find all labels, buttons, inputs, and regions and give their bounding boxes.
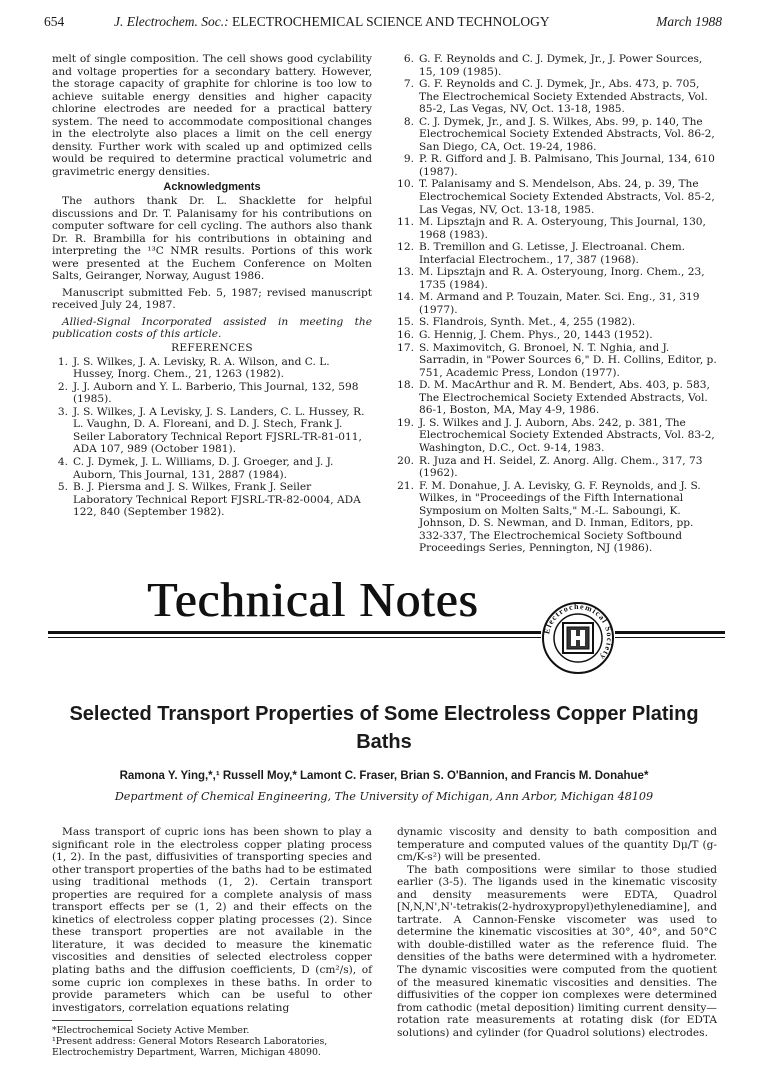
article-affiliation: Department of Chemical Engineering, The University of Michigan, Ann Arbor, Michigan 48109 (114, 790, 654, 803)
seal-text: Electrochemical Society (542, 601, 615, 663)
issue-date: March 1988 (656, 14, 722, 29)
society-seal-icon (541, 601, 615, 675)
article-methods-paragraph: The bath compositions were similar to those studied earlier (3-5). The ligands used in the kinematic viscosity and density measurements were EDTA, Quadrol [N,N,N',N'-tetrakis(2-hydroxypropyl)ethylenediamine], and tartrate. A Cannon-Fenske viscometer was used to determine the kinematic viscosities at 30°, 40°, and 50°C with double-distilled water as the reference fluid. The densities of the baths were determined with a hydrometer. The dynamic viscosities were computed from the quotient of the measured kinematic viscosities and densities. The diffusivities of the copper ion complexes were determined from cathodic (metal deposition) limiting current density—rotation rate measurements at rotating disk (for EDTA solutions) and cylinder (for Quadrol solutions) electrodes. (397, 863, 717, 1039)
article-title: Selected Transport Properties of Some Electroless Copper Plating Baths (69, 703, 699, 753)
reference-number: 15. (397, 316, 414, 329)
prev-article-left-column (52, 53, 372, 519)
reference-item (52, 406, 372, 456)
page-header (44, 14, 722, 34)
article-authors: Ramona Y. Ying,*,¹ Russell Moy,* Lamont C. Fraser, Brian S. O'Bannion, and Francis M. Donahue* (119, 770, 649, 782)
reference-number: 11. (397, 216, 414, 229)
reference-number: 3. (57, 405, 68, 418)
reference-text: G. Hennig, J. Chem. Phys., 20, 1443 (1952). (419, 329, 653, 342)
journal-name (114, 14, 550, 30)
reference-text: F. M. Donahue, J. A. Levisky, G. F. Reynolds, and J. S. Wilkes, in "Proceedings of the Fifth International Symposium on Molten Salts," M.-L. Saboungi, K. Johnson, D. S. Newman, and D. Inman, Editors, pp. 332-337, The Electrochemical Society Softbound Proceedings Series, Pennington, NJ (1986). (419, 479, 701, 555)
reference-number: 18. (397, 379, 414, 392)
journal-abbrev: J. Electrochem. Soc.: (114, 14, 229, 29)
reference-item (397, 153, 717, 178)
reference-number: 6. (403, 53, 414, 65)
footnote-rule (52, 1020, 132, 1021)
reference-item (52, 356, 372, 381)
banner-rule-thin (48, 637, 541, 638)
reference-text: B. J. Piersma and J. S. Wilkes, Frank J. Seiler Laboratory Technical Report FJSRL-TR-82-0004, ADA 122, 840 (September 1982). (73, 481, 361, 519)
reference-item (397, 379, 717, 417)
publication-cost-note: Allied-Signal Incorporated assisted in meeting the publication costs of this article. (52, 315, 372, 341)
reference-text: R. Juza and H. Seidel, Z. Anorg. Allg. Chem., 317, 73 (1962). (419, 454, 703, 480)
reference-text: J. J. Auborn and Y. L. Barberio, This Journal, 132, 598 (1985). (73, 380, 359, 406)
reference-item (397, 417, 717, 455)
reference-text: M. Lipsztajn and R. A. Osteryoung, Inorg. Chem., 23, 1735 (1984). (419, 266, 705, 291)
reference-number: 5. (57, 481, 68, 494)
reference-item (52, 481, 372, 519)
reference-item (397, 329, 717, 342)
section-banner-title: Technical Notes (147, 572, 479, 627)
acknowledgments-heading: Acknowledgments (163, 181, 261, 194)
reference-text: S. Maximovitch, G. Bronoel, N. T. Nghia, and J. Sarradin, in "Power Sources 6," D. H. Collins, Editor, p. 751, Academic Press, London (1977). (419, 341, 717, 379)
reference-item (397, 53, 717, 78)
reference-number: 14. (397, 291, 414, 304)
reference-number: 21. (397, 479, 414, 492)
reference-item (397, 241, 717, 266)
reference-number: 13. (397, 266, 414, 279)
reference-item (397, 316, 717, 329)
reference-text: T. Palanisamy and S. Mendelson, Abs. 24, p. 39, The Electrochemical Society Extended Abstracts, Vol. 85-2, Las Vegas, NV, Oct. 13-18, 1985. (419, 178, 715, 216)
reference-text: C. J. Dymek, Jr., and J. S. Wilkes, Abs. 99, p. 140, The Electrochemical Society Extended Abstracts, Vol. 86-2, San Diego, CA, Oct. 19-24, 1986. (419, 115, 715, 153)
reference-number: 8. (403, 115, 414, 128)
acknowledgments-text: The authors thank Dr. L. Shacklette for helpful discussions and Dr. T. Palanisamy for his contributions on computer software for cell cycling. The authors also thank Dr. R. Brambilla for his contributions in obtaining and interpreting the ¹³C NMR results. Portions of this work were presented at the Euchem Conference on Molten Salts, Geiranger, Norway, August 1986. (52, 195, 372, 283)
reference-item (397, 291, 717, 316)
reference-text: J. S. Wilkes and J. J. Auborn, Abs. 242, p. 381, The Electrochemical Society Extended Abstracts, Vol. 83-2, Washington, D.C., Oct. 9-14, 1983. (419, 416, 715, 454)
article-paragraph-continued: dynamic viscosity and density to bath composition and temperature and computed values of the quantity Dμ/T (g-cm/K-s²) will be presented. (397, 826, 717, 864)
reference-item (397, 480, 717, 555)
reference-number: 10. (397, 178, 414, 191)
reference-text: P. R. Gifford and J. B. Palmisano, This Journal, 134, 610 (1987). (419, 153, 715, 178)
reference-number: 17. (397, 341, 414, 354)
reference-text: M. Armand and P. Touzain, Mater. Sci. Eng., 31, 319 (1977). (419, 291, 700, 316)
reference-item (397, 116, 717, 154)
footnote-address: ¹Present address: General Motors Research Laboratories, Electrochemistry Department, Warren, Michigan 48090. (52, 1036, 328, 1058)
reference-number: 2. (57, 380, 68, 393)
reference-text: D. M. MacArthur and R. M. Bendert, Abs. 403, p. 583, The Electrochemical Society Extended Abstracts, Vol. 86-1, Boston, MA, May 4-9, 1986. (419, 379, 710, 417)
banner-rule-thin-right (615, 637, 725, 638)
references-list-right (397, 53, 717, 555)
banner-rule-thick-right (615, 631, 725, 634)
reference-number: 9. (403, 153, 414, 166)
references-heading: REFERENCES (171, 342, 253, 355)
prev-article-conclusion: melt of single composition. The cell shows good cyclability and voltage properties for a secondary battery. However, the storage capacity of graphite for chlorine is too low to achieve suitable energy densities and higher capacity chlorine electrodes are needed for a practical battery system. The need to accommodate compositional changes in the electrolyte also places a limit on the cell energy density. Further work with scaled up and optimized cells would be required to determine practical volumetric and gravimetric energy densities. (52, 53, 372, 178)
page-number: 654 (44, 14, 65, 29)
reference-text: J. S. Wilkes, J. A. Levisky, R. A. Wilson, and C. L. Hussey, Inorg. Chem., 21, 1263 (1982). (73, 355, 330, 381)
reference-item (397, 266, 717, 291)
reference-number: 20. (397, 454, 414, 467)
reference-text: S. Flandrois, Synth. Met., 4, 255 (1982). (419, 316, 636, 329)
banner-rule-thick (48, 631, 541, 634)
article-body-left (52, 826, 372, 1014)
reference-text: G. F. Reynolds and C. J. Dymek, Jr., Abs. 473, p. 705, The Electrochemical Society Extended Abstracts, Vol. 85-2, Las Vegas, NV, Oct. 13-18, 1985. (419, 78, 708, 116)
references-list-left (52, 356, 372, 519)
reference-item (397, 216, 717, 241)
reference-text: B. Tremillon and G. Letisse, J. Electroanal. Chem. Interfacial Electrochem., 17, 387 (1968). (419, 241, 686, 266)
reference-text: M. Lipsztajn and R. A. Osteryoung, This Journal, 130, 1968 (1983). (419, 216, 706, 241)
reference-item (397, 342, 717, 380)
reference-number: 7. (403, 78, 414, 91)
reference-item (397, 78, 717, 116)
reference-number: 16. (397, 329, 414, 342)
reference-item (52, 456, 372, 481)
reference-text: C. J. Dymek, J. L. Williams, D. J. Groeger, and J. J. Auborn, This Journal, 131, 2887 (1984). (73, 455, 334, 481)
footnote-member: *Electrochemical Society Active Member. (52, 1025, 250, 1036)
reference-number: 1. (57, 355, 68, 368)
journal-section: ELECTROCHEMICAL SCIENCE AND TECHNOLOGY (231, 14, 550, 29)
reference-number: 4. (57, 455, 68, 468)
reference-text: G. F. Reynolds and C. J. Dymek, Jr., J. Power Sources, 15, 109 (1985). (419, 53, 703, 78)
reference-item (52, 381, 372, 406)
article-body-right (397, 826, 717, 1039)
reference-item (397, 178, 717, 216)
reference-item (397, 455, 717, 480)
manuscript-note: Manuscript submitted Feb. 5, 1987; revised manuscript received July 24, 1987. (52, 286, 372, 312)
article-intro-paragraph: Mass transport of cupric ions has been shown to play a significant role in the electroless copper plating process (1, 2). In the past, diffusivities of transporting species and other transport properties of the baths had to be estimated using traditional methods (1, 2). Certain transport properties are required for a complete analysis of mass transport effects per se (1, 2) and their effects on the kinetics of electroless copper plating processes (2). Since these transport properties are not available in the literature, it was decided to measure the kinematic viscosities and densities of selected electroless copper plating baths and the diffusion coefficients, D (cm²/s), of some cupric ion complexes in these baths. In order to provide parameters which can be useful to other investigators, correlation equations relating (52, 826, 372, 1014)
prev-article-right-column (397, 53, 717, 555)
reference-text: J. S. Wilkes, J. A Levisky, J. S. Landers, C. L. Hussey, R. L. Vaughn, D. A. Floreani, and D. J. Stech, Frank J. Seiler Laboratory Technical Report FJSRL-TR-81-011, ADA 107, 989 (October 1981). (73, 405, 365, 456)
reference-number: 19. (397, 416, 414, 429)
reference-number: 12. (397, 241, 414, 254)
